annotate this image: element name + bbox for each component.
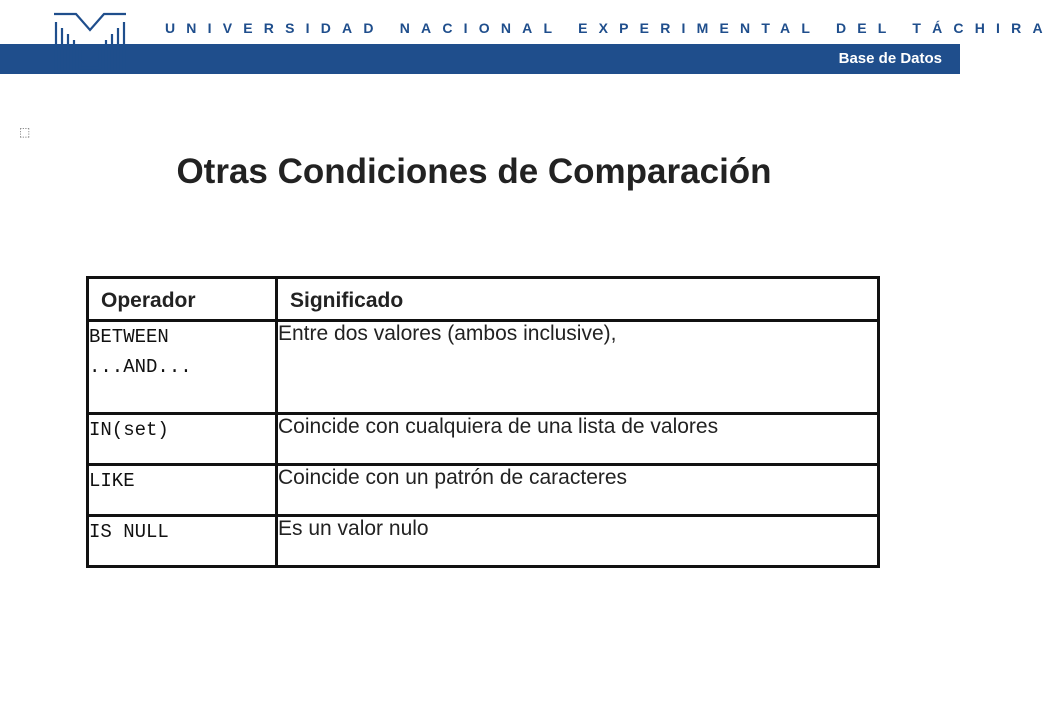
meaning-cell: Entre dos valores (ambos inclusive), [277,321,879,414]
header-bar [0,44,960,74]
university-logo-icon [52,8,128,76]
operator-cell: IS NULL [88,516,277,567]
table-row [88,321,879,414]
header-operator: Operador [88,278,277,321]
table-row [88,465,879,516]
slide-title: Otras Condiciones de Comparación [176,152,772,191]
meaning-cell: Es un valor nulo [277,516,879,567]
bullet-icon: ⬚ [19,125,31,139]
table-row [88,414,879,465]
operator-cell: LIKE [88,465,277,516]
operator-cell: BETWEEN ...AND... [88,321,277,414]
course-title: Base de Datos [838,50,942,67]
meaning-cell: Coincide con cualquiera de una lista de valores [277,414,879,465]
operators-table [86,276,880,568]
header-meaning: Significado [277,278,879,321]
meaning-cell: Coincide con un patrón de caracteres [277,465,879,516]
university-name: UNIVERSIDAD NACIONAL EXPERIMENTAL DEL TÁCHIRA [165,20,1054,36]
table-row [88,516,879,567]
table-header-row [88,278,879,321]
operator-cell: IN(set) [88,414,277,465]
